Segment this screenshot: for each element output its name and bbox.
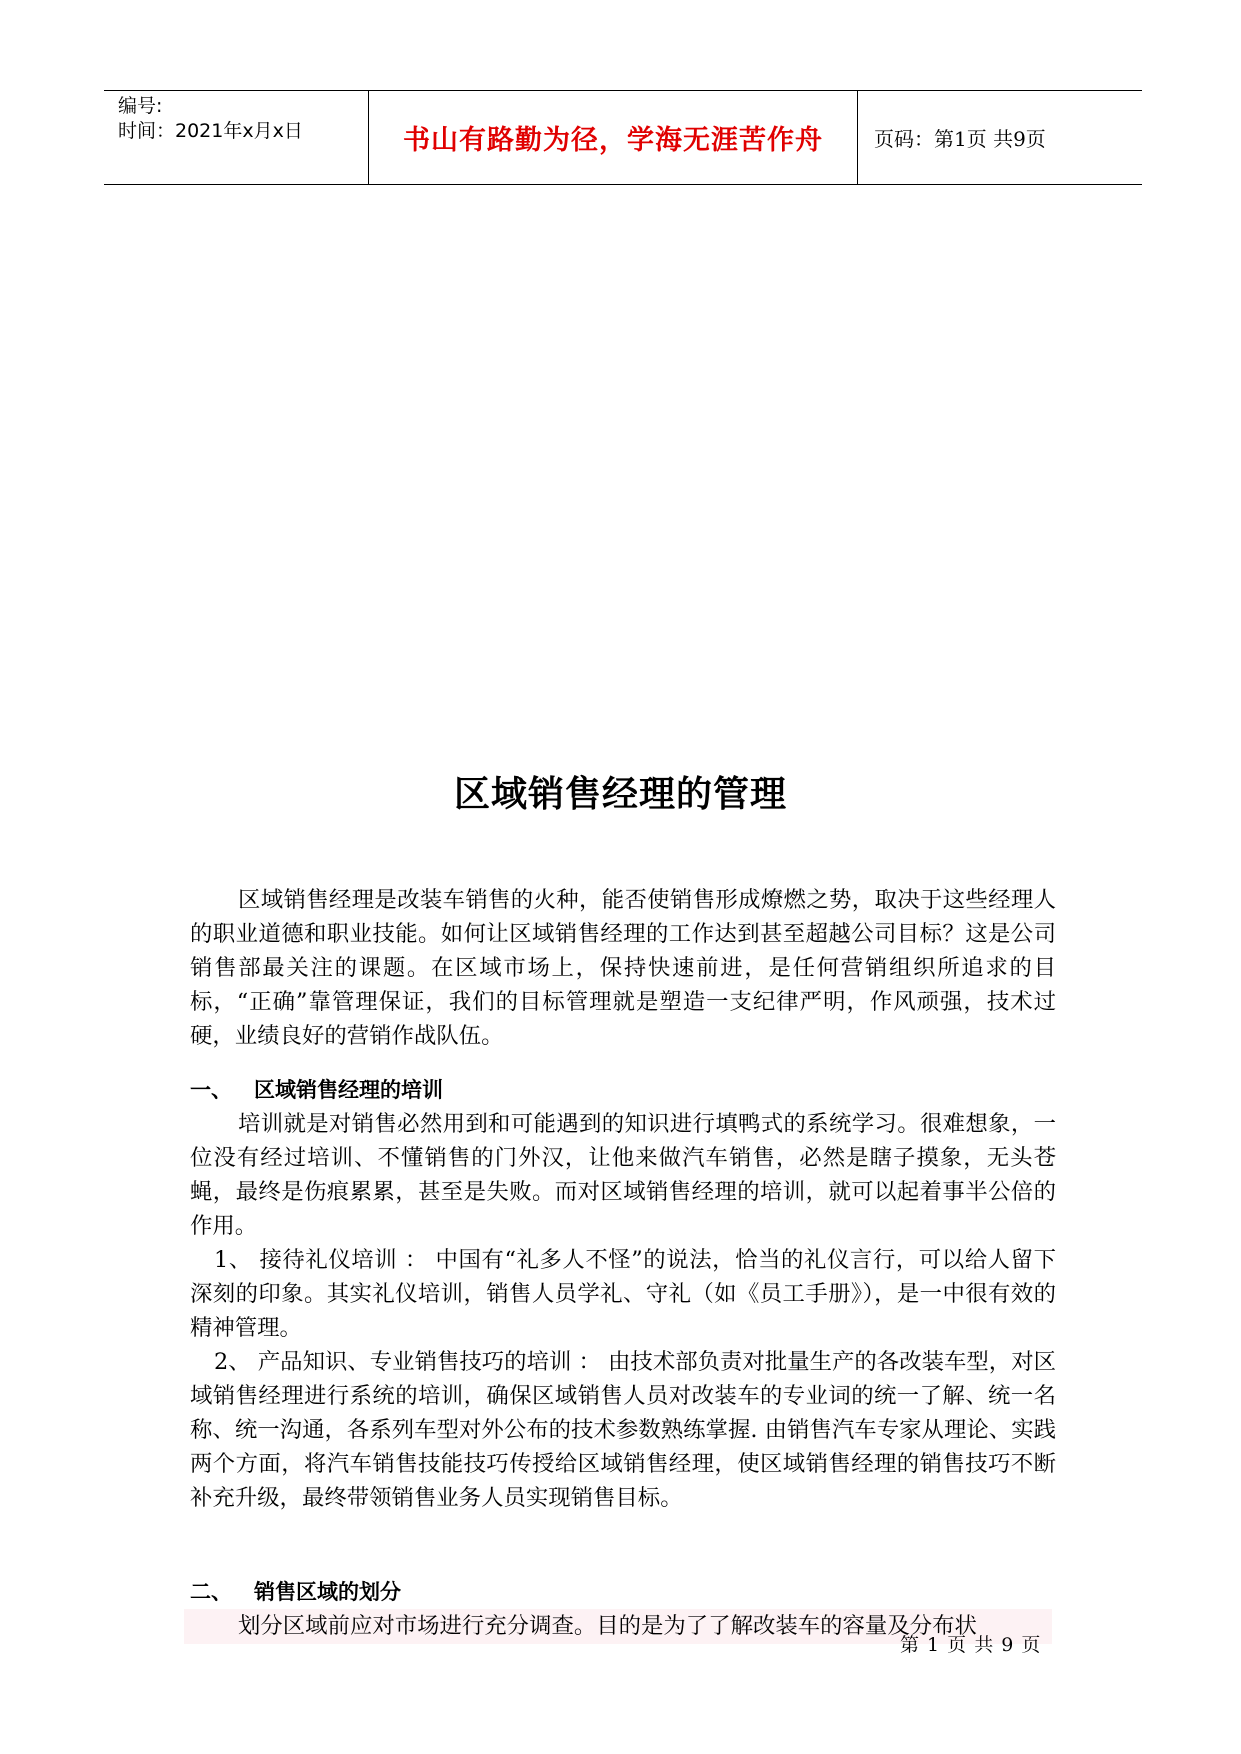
intro-block [190,883,1056,1053]
section-1-number: 一、 [190,1078,232,1102]
section-2-number: 二、 [190,1580,232,1604]
intro-paragraph: 区域销售经理是改装车销售的火种，能否使销售形成燎燃之势，取决于这些经理人的职业道德和职业技能。如何让区域销售经理的工作达到甚至超越公司目标？这是公司销售部最关注的课题。在区域市场上，保持快速前进，是任何营销组织所追求的目标，“正确”靠管理保证，我们的目标管理就是塑造一支纪律严明，作风顽强，技术过硬，业绩良好的营销作战队伍。 [190,887,1056,1049]
section-2-title: 销售区域的划分 [254,1580,401,1604]
header-meta [104,91,368,184]
document-header [104,90,1142,185]
section-2-heading [190,1575,1056,1609]
section-1-body [190,1107,1056,1515]
header-page-number: 页码：第1页 共9页 [874,127,1046,151]
section-1-heading [190,1073,1056,1107]
section-1-title: 区域销售经理的培训 [254,1078,443,1102]
document-time-label: 时间：2021年x月x日 [118,120,303,142]
section-1-paragraph: 培训就是对销售必然用到和可能遇到的知识进行填鸭式的系统学习。很难想象，一位没有经过培训、不懂销售的门外汉，让他来做汽车销售，必然是瞎子摸象，无头苍蝇，最终是伤痕累累，甚至是失败。而对区域销售经理的培训，就可以起着事半公倍的作用。 [190,1111,1056,1239]
document-number-label: 编号: [118,95,163,117]
page-footer: 第 1 页 共 9 页 [900,1634,1042,1656]
section-1-item-2: 2、 产品知识、专业销售技巧的培训 ： 由技术部负责对批量生产的各改装车型，对区域销售经理进行系统的培训，确保区域销售人员对改装车的专业词的统一了解、统一名称、统一沟通，各系列车型对外公布的技术参数熟练掌握. 由销售汽车专家从理论、实践两个方面，将汽车销售技能技巧传授给区域销售经理，使区域销售经理的销售技巧不断补充升级，最终带领销售业务人员实现销售目标。 [190,1349,1056,1511]
document-title: 区域销售经理的管理 [453,773,787,815]
header-motto: 书山有路勤为径，学海无涯苦作舟 [368,91,858,184]
section-1-item-1: 1、 接待礼仪培训 ： 中国有“礼多人不怪”的说法，恰当的礼仪言行，可以给人留下深刻的印象。其实礼仪培训，销售人员学礼、守礼（如《员工手册》），是一中很有效的精神管理。 [190,1247,1056,1341]
section-2-paragraph: 划分区域前应对市场进行充分调查。目的是为了了解改装车的容量及分布状 [238,1613,977,1639]
